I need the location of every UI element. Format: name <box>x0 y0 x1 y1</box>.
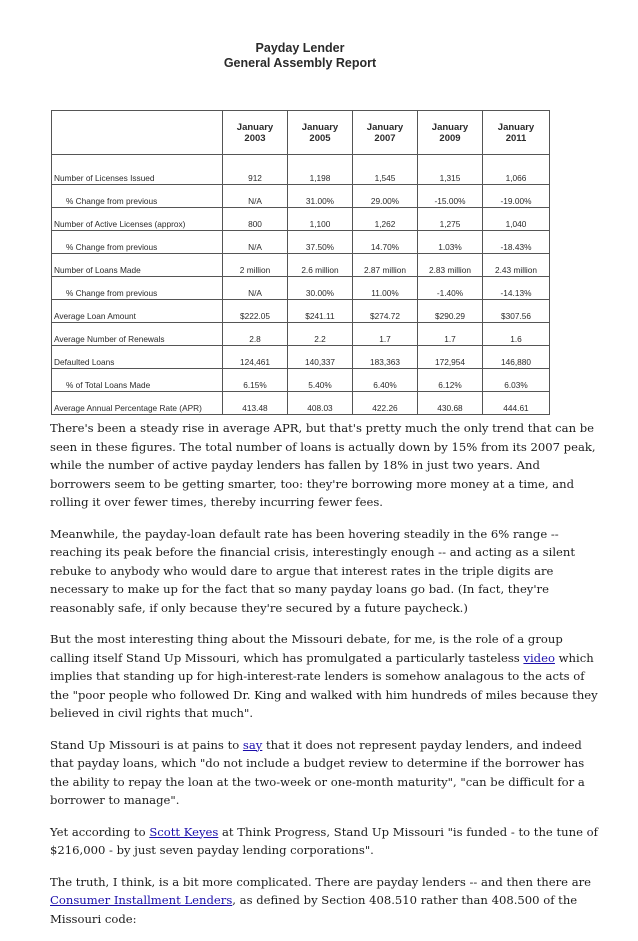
table-cell: 6.03% <box>483 369 550 392</box>
row-label: Defaulted Loans <box>52 346 223 369</box>
video-link[interactable]: video <box>523 650 555 665</box>
table-cell: 1.7 <box>353 323 418 346</box>
table-cell: 124,461 <box>223 346 288 369</box>
table-cell: 2.6 million <box>288 254 353 277</box>
table-cell: 2.2 <box>288 323 353 346</box>
paragraph: There's been a steady rise in average APR, but that's pretty much the only trend that can be seen in these figures. The total number of loans is actually down by 15% from its 2007 peak, while the number of active payday lenders has fallen by 18% in just two years. And borrowers seem to be getting smarter, too: they're borrowing more money at a time, and rolling it over fewer times, thereby incurring fewer fees. <box>50 421 596 509</box>
table-cell: 408.03 <box>288 392 353 415</box>
table-cell: 6.12% <box>418 369 483 392</box>
table-row <box>52 254 550 277</box>
report-title-line1: Payday Lender <box>255 41 345 55</box>
table-cell: 1.6 <box>483 323 550 346</box>
table-cell: 2.83 million <box>418 254 483 277</box>
row-label: % Change from previous <box>52 231 223 254</box>
table-cell: 2.43 million <box>483 254 550 277</box>
table-cell: 31.00% <box>288 185 353 208</box>
table-cell: 912 <box>223 155 288 185</box>
row-label: Average Loan Amount <box>52 300 223 323</box>
row-label: % Change from previous <box>52 185 223 208</box>
table-cell: N/A <box>223 277 288 300</box>
table-row <box>52 155 550 185</box>
column-header: January 2011 <box>483 111 550 155</box>
report-table <box>51 110 550 415</box>
table-cell: N/A <box>223 231 288 254</box>
table-cell: -19.00% <box>483 185 550 208</box>
table-cell: $222.05 <box>223 300 288 323</box>
table-cell: 444.61 <box>483 392 550 415</box>
table-cell: 413.48 <box>223 392 288 415</box>
paragraph: Meanwhile, the payday-loan default rate has been hovering steadily in the 6% range -- reaching its peak before the financial crisis, interestingly enough -- and acting as a silent rebuke to anybody who would dare to argue that interest rates in the triple digits are necessary to make up for the fact that so many payday loans go bad. (In fact, they're reasonably safe, if only because they're secured by a future paycheck.) <box>50 526 576 615</box>
table-cell: 37.50% <box>288 231 353 254</box>
table-cell: N/A <box>223 185 288 208</box>
table-cell: 172,954 <box>418 346 483 369</box>
column-header: January 2005 <box>288 111 353 155</box>
paragraph: Yet according to Scott Keyes at Think Progress, Stand Up Missouri "is funded - to the tune of $216,000 - by just seven payday lending corporations". <box>50 824 598 857</box>
table-cell: 30.00% <box>288 277 353 300</box>
row-label: Number of Active Licenses (approx) <box>52 208 223 231</box>
row-label: Average Number of Renewals <box>52 323 223 346</box>
table-cell: 2.8 <box>223 323 288 346</box>
table-cell: 2 million <box>223 254 288 277</box>
table-row <box>52 185 550 208</box>
row-label: % of Total Loans Made <box>52 369 223 392</box>
row-label: Number of Licenses Issued <box>52 155 223 185</box>
table-corner-cell <box>52 111 223 155</box>
table-cell: -14.13% <box>483 277 550 300</box>
table-cell: 1.03% <box>418 231 483 254</box>
table-cell: 1,275 <box>418 208 483 231</box>
table-cell: 430.68 <box>418 392 483 415</box>
table-cell: 800 <box>223 208 288 231</box>
report-title-line2: General Assembly Report <box>223 56 377 70</box>
row-label: Average Annual Percentage Rate (APR) <box>52 392 223 415</box>
table-row <box>52 208 550 231</box>
table-cell: -1.40% <box>418 277 483 300</box>
table-cell: 140,337 <box>288 346 353 369</box>
say-link[interactable]: say <box>242 737 263 752</box>
table-header-row <box>52 111 550 155</box>
table-cell: 29.00% <box>353 185 418 208</box>
table-cell: $274.72 <box>353 300 418 323</box>
table-cell: -18.43% <box>483 231 550 254</box>
report-title <box>0 41 600 71</box>
column-header: January 2009 <box>418 111 483 155</box>
table-cell: $290.29 <box>418 300 483 323</box>
article-body <box>50 419 600 941</box>
table-row <box>52 346 550 369</box>
paragraph: The truth, I think, is a bit more complicated. There are payday lenders -- and then there are Consumer Installment Lenders, as defined by Section 408.510 rather than 408.500 of the Missouri code: <box>50 874 592 926</box>
table-cell: 6.40% <box>353 369 418 392</box>
table-cell: 183,363 <box>353 346 418 369</box>
table-cell: 1,262 <box>353 208 418 231</box>
table-cell: 1,545 <box>353 155 418 185</box>
scott-keyes-link[interactable]: Scott Keyes <box>149 824 219 839</box>
paragraph: But the most interesting thing about the Missouri debate, for me, is the role of a group calling itself Stand Up Missouri, which has promulgated a particularly tasteless video which implies that standing up for high-interest-rate lenders is somehow analagous to the acts of the "poor people who followed Dr. King and walked with him hundreds of miles because they believed in civil rights that much". <box>50 632 598 720</box>
row-label: Number of Loans Made <box>52 254 223 277</box>
consumer-installment-lenders-link[interactable]: Consumer Installment Lenders <box>50 893 233 907</box>
table-cell: 5.40% <box>288 369 353 392</box>
table-cell: 14.70% <box>353 231 418 254</box>
table-cell: 1.7 <box>418 323 483 346</box>
table-cell: 11.00% <box>353 277 418 300</box>
table-row <box>52 231 550 254</box>
table-cell: $307.56 <box>483 300 550 323</box>
column-header: January 2003 <box>223 111 288 155</box>
table-body <box>52 155 550 415</box>
table-row <box>52 392 550 415</box>
table-cell: 6.15% <box>223 369 288 392</box>
table-cell: 1,198 <box>288 155 353 185</box>
table-cell: 1,066 <box>483 155 550 185</box>
table-row <box>52 277 550 300</box>
paragraph: Stand Up Missouri is at pains to say that it does not represent payday lenders, and indeed that payday loans, which "do not include a budget review to determine if the borrower has the ability to repay the loan at the two-week or one-month maturity", "can be difficult for a borrower to manage". <box>50 737 585 807</box>
table-cell: $241.11 <box>288 300 353 323</box>
table-row <box>52 323 550 346</box>
table-cell: 146,880 <box>483 346 550 369</box>
row-label: % Change from previous <box>52 277 223 300</box>
table-cell: 1,315 <box>418 155 483 185</box>
column-header: January 2007 <box>353 111 418 155</box>
table-cell: 422.26 <box>353 392 418 415</box>
table-row <box>52 369 550 392</box>
table-cell: 1,040 <box>483 208 550 231</box>
table-cell: 1,100 <box>288 208 353 231</box>
table-row <box>52 300 550 323</box>
table-cell: -15.00% <box>418 185 483 208</box>
table-cell: 2.87 million <box>353 254 418 277</box>
